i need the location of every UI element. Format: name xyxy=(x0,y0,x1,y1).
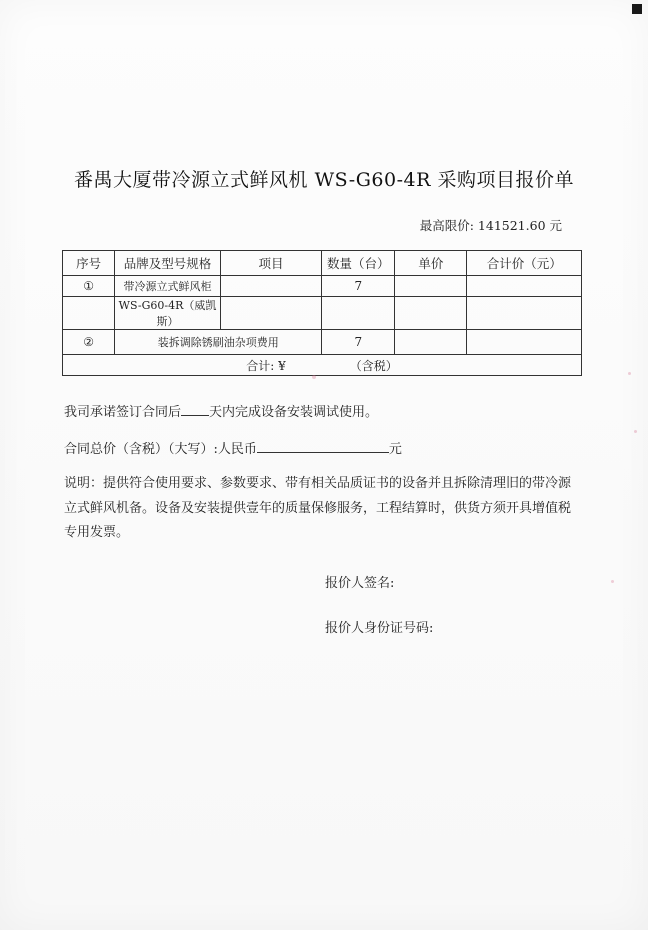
document-title: 番禺大厦带冷源立式鲜风机 WS-G60-4R 采购项目报价单 xyxy=(74,169,574,191)
paper-stain xyxy=(611,580,614,583)
note-line: 专用发票。 xyxy=(64,525,130,540)
table-row xyxy=(63,330,582,355)
max-price: 最高限价: 141521.60 元 xyxy=(419,218,562,233)
row2-total xyxy=(467,297,582,330)
row1-qty: 7 xyxy=(322,276,395,297)
row3-qty: 7 xyxy=(322,330,395,355)
table-row xyxy=(63,297,582,330)
header-unit-price: 单价 xyxy=(395,251,467,276)
row2-qty xyxy=(322,297,395,330)
note-line: 立式鲜风机备。设备及安装提供壹年的质量保修服务，工程结算时，供货方须开具增值税 xyxy=(64,500,572,516)
table-header-row xyxy=(63,251,582,276)
row2-unit-price xyxy=(395,297,467,330)
row3-no: ② xyxy=(63,330,115,355)
total-tax-note: （含税） xyxy=(349,358,398,373)
days-blank xyxy=(181,403,209,416)
paper-stain xyxy=(312,375,316,379)
note-line: 说明：提供符合使用要求、参数要求、带有相关品质证书的设备并且拆除清理旧的带冷源 xyxy=(64,476,572,491)
total-cell xyxy=(63,355,582,376)
id-number-label: 报价人身份证号码: xyxy=(325,621,434,636)
row1-brand: 带冷源立式鲜风柜 xyxy=(115,276,221,297)
paper-stain xyxy=(634,430,637,433)
row2-item xyxy=(220,297,321,330)
amount-in-words-blank xyxy=(257,440,389,453)
row1-item xyxy=(220,276,321,297)
header-qty: 数量（台） xyxy=(322,251,395,276)
paper-stain xyxy=(628,372,631,375)
quote-table xyxy=(62,250,582,376)
header-item: 项目 xyxy=(220,251,321,276)
row3-total xyxy=(467,330,582,355)
row2-brand: WS-G60-4R（威凯斯） xyxy=(115,297,221,330)
row1-total xyxy=(467,276,582,297)
table-row xyxy=(63,276,582,297)
row3-description: 装拆调除锈刷油杂项费用 xyxy=(115,330,322,355)
row1-unit-price xyxy=(395,276,467,297)
commitment-suffix: 天内完成设备安装调试使用。 xyxy=(209,405,379,420)
row3-unit-price xyxy=(395,330,467,355)
commitment-line xyxy=(64,401,378,420)
total-label: 合计: ¥ xyxy=(246,358,286,373)
contract-total-unit: 元 xyxy=(388,442,402,457)
signature-label: 报价人签名: xyxy=(325,576,395,591)
row1-no: ① xyxy=(63,276,115,297)
header-brand: 品牌及型号规格 xyxy=(115,251,221,276)
header-no: 序号 xyxy=(63,251,115,276)
table-total-row xyxy=(63,355,582,376)
contract-total-label: 合同总价（含税）（大写）:人民币 xyxy=(64,442,257,457)
header-total: 合计价（元） xyxy=(467,251,582,276)
contract-total-line xyxy=(64,438,402,457)
row2-no xyxy=(63,297,115,330)
scan-corner-mark xyxy=(632,4,642,14)
commitment-prefix: 我司承诺签订合同后 xyxy=(64,405,182,420)
note-block xyxy=(64,472,604,546)
